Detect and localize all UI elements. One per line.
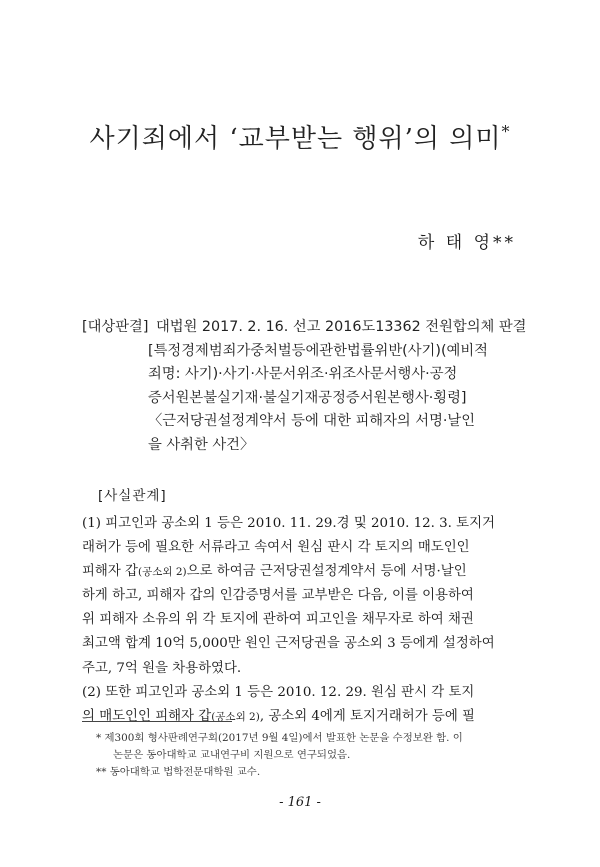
case-label: [대상판결] bbox=[82, 319, 149, 335]
case-line-3: 죄명: 사기)·사기·사문서위조·위조사문서행사·공정 bbox=[148, 366, 458, 382]
author-name: 하 태 영** bbox=[417, 233, 516, 253]
body-line bbox=[82, 560, 522, 584]
article-title-text: 사기죄에서 ‘교부받는 행위’의 의미 bbox=[89, 124, 502, 154]
facts-heading: [사실관계] bbox=[98, 488, 167, 504]
body-line: 래허가 등에 필요한 서류라고 속여서 원심 판시 각 토지의 매도인인 bbox=[82, 540, 470, 556]
case-line-6: 을 사취한 사건〉 bbox=[148, 436, 255, 453]
paragraph-1 bbox=[82, 512, 522, 681]
body-line: 위 피해자 소유의 위 각 토지에 관하여 피고인을 채무자로 하여 채권 bbox=[82, 612, 474, 628]
case-citation: 대법원 2017. 2. 16. 선고 2016도13362 전원합의체 판결 bbox=[155, 319, 527, 335]
target-judgment-block bbox=[82, 316, 527, 457]
body-segment: 피해자 갑 bbox=[82, 564, 138, 580]
body-text bbox=[82, 512, 522, 729]
title-footnote-mark[interactable]: * bbox=[501, 122, 511, 141]
body-line bbox=[82, 705, 522, 729]
inline-note: (공소외 2) bbox=[138, 566, 187, 579]
footnote-1-continued: 논문은 동아대학교 교내연구비 지원으로 연구되었음. bbox=[113, 749, 351, 761]
footnote-2 bbox=[96, 764, 521, 781]
body-segment: 으로 하여금 근저당권설정계약서 등에 서명·날인 bbox=[186, 564, 467, 580]
article-title bbox=[0, 118, 600, 155]
body-line: 최고액 합계 10억 5,000만 원인 근저당권을 공소외 3 등에게 설정하여 bbox=[82, 636, 495, 652]
case-line-5: 〈근저당권설정계약서 등에 대한 피해자의 서명·날인 bbox=[148, 413, 476, 429]
body-line: 하게 하고, 피해자 갑의 인감증명서를 교부받은 다음, 이를 이용하여 bbox=[82, 588, 474, 604]
footnote-divider bbox=[82, 721, 232, 722]
footnote-1 bbox=[96, 730, 521, 747]
body-segment: , 공소외 4에게 토지거래허가 등에 필 bbox=[259, 708, 475, 724]
footnote-mark: * bbox=[96, 732, 102, 744]
footnote-text: 제300회 형사판례연구회(2017년 9월 4일)에서 발표한 논문을 수정보완 함. 이 bbox=[104, 732, 463, 744]
footnote-mark: ** bbox=[96, 766, 107, 778]
page-number: - 161 - bbox=[279, 795, 321, 810]
footnotes bbox=[96, 730, 521, 781]
footnote-text: 동아대학교 법학전문대학원 교수. bbox=[109, 766, 261, 778]
body-segment: 의 매도인인 피해자 갑 bbox=[82, 708, 212, 724]
body-line: 주고, 7억 원을 차용하였다. bbox=[82, 660, 242, 676]
inline-note: (공소외 2) bbox=[211, 710, 260, 723]
body-line: (2) 또한 피고인과 공소외 1 등은 2010. 12. 29. 원심 판시 각 토지 bbox=[82, 684, 475, 700]
case-line-1 bbox=[82, 316, 527, 340]
body-line: (1) 피고인과 공소외 1 등은 2010. 11. 29.경 및 2010. 12. 3. 토지거 bbox=[82, 516, 495, 531]
case-line-2: [특정경제범죄가중처벌등에관한법률위반(사기)(예비적 bbox=[148, 342, 488, 359]
case-line-4: 증서원본불실기재·불실기재공정증서원본행사·횡령] bbox=[148, 389, 467, 406]
